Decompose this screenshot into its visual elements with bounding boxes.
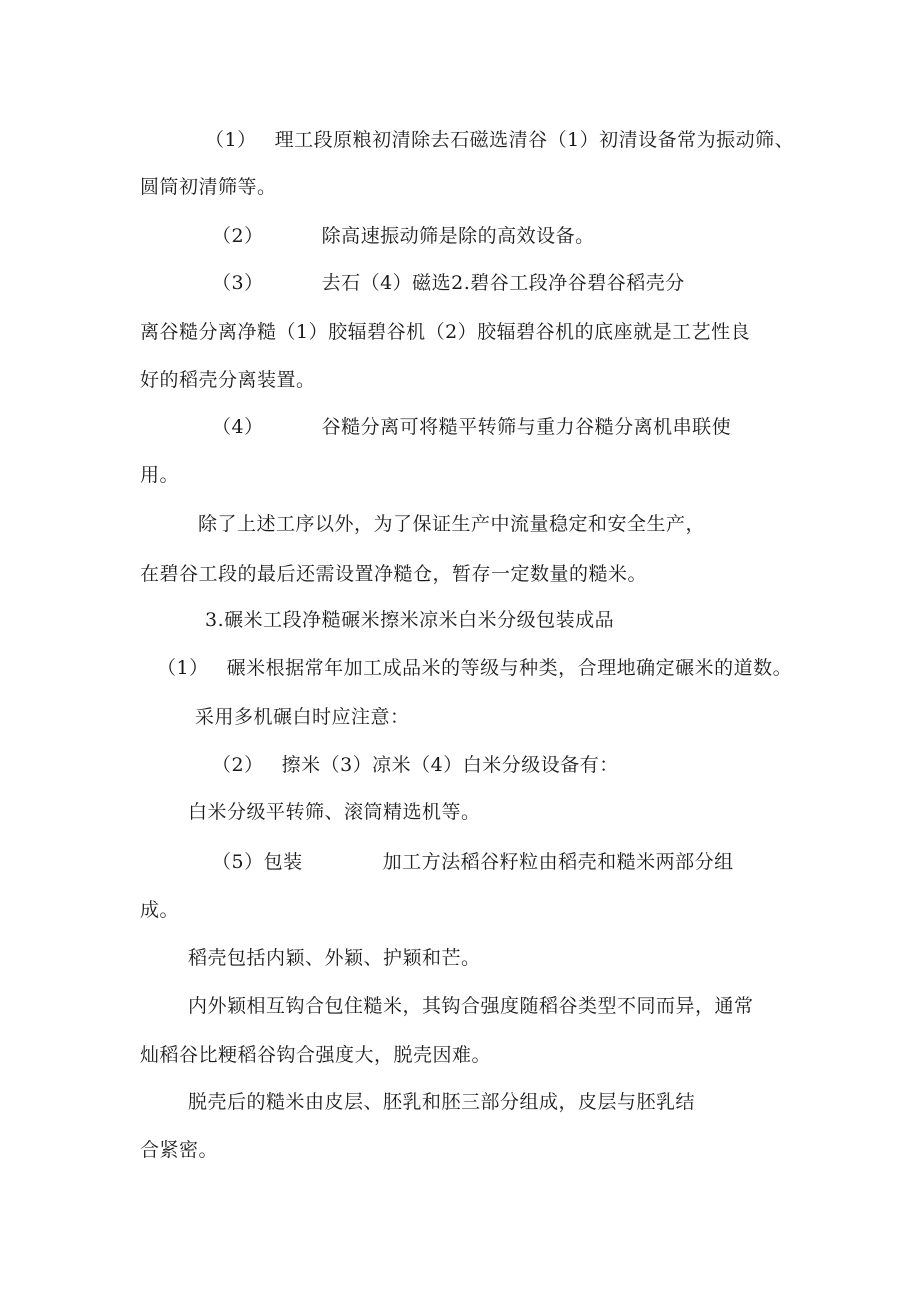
paragraph-4-text-2: 用。 <box>140 464 180 486</box>
paragraph-11-line-1 <box>212 850 734 874</box>
paragraph-14-text-1: 脱壳后的糙米由皮层、胚乳和胚三部分组成，皮层与胚乳结 <box>188 1091 696 1113</box>
paragraph-6-line-1 <box>205 608 614 632</box>
paragraph-11-text-2: 成。 <box>140 899 180 921</box>
paragraph-9-text: 擦米（3）凉米（4）白米分级设备有： <box>281 754 619 776</box>
paragraph-9-number: （2） <box>212 754 264 776</box>
paragraph-13-line-1 <box>188 994 754 1018</box>
paragraph-3-number: （3） <box>212 272 264 294</box>
paragraph-10-line-1 <box>188 800 481 824</box>
paragraph-1-number: （1） <box>205 129 257 151</box>
paragraph-6-text: 3.碾米工段净糙碾米擦米凉米白米分级包装成品 <box>205 609 615 631</box>
paragraph-12-text: 稻壳包括内颖、外颖、护颖和芒。 <box>188 947 481 969</box>
paragraph-4-line-2 <box>140 463 179 487</box>
paragraph-1-text-2: 圆筒初清筛等。 <box>140 176 277 198</box>
paragraph-3-line-2 <box>140 320 750 344</box>
paragraph-14-text-2: 合紧密。 <box>140 1139 219 1161</box>
paragraph-3-text-2: 离谷糙分离净糙（1）胶辐碧谷机（2）胶辐碧谷机的底座就是工艺性良 <box>140 321 751 343</box>
paragraph-3-line-1 <box>212 271 685 295</box>
paragraph-10-text: 白米分级平转筛、滚筒精选机等。 <box>188 801 481 823</box>
paragraph-3-text-1: 去石（4）磁选2.碧谷工段净谷碧谷稻壳分 <box>321 272 685 294</box>
paragraph-3-text-3: 好的稻壳分离装置。 <box>140 369 316 391</box>
paragraph-4-number: （4） <box>212 416 264 438</box>
paragraph-11-number: （5）包装 <box>212 851 303 873</box>
paragraph-1-line-2 <box>140 175 277 199</box>
paragraph-1-text-1: 理工段原粮初清除去石磁选清谷（1）初清设备常为振动筛、 <box>274 129 795 151</box>
paragraph-2-line-1 <box>212 224 595 248</box>
paragraph-7-number: （1） <box>157 657 209 679</box>
paragraph-13-text-2: 灿稻谷比粳稻谷钩合强度大，脱壳因难。 <box>140 1044 492 1066</box>
paragraph-7-line-1 <box>157 656 792 680</box>
paragraph-9-line-1 <box>212 753 619 777</box>
paragraph-1-line-1 <box>205 128 794 152</box>
paragraph-4-text-1: 谷糙分离可将糙平转筛与重力谷糙分离机串联使 <box>321 416 732 438</box>
paragraph-11-line-2 <box>140 898 179 922</box>
paragraph-2-number: （2） <box>212 225 264 247</box>
paragraph-5-text-2: 在碧谷工段的最后还需设置净糙仓，暂存一定数量的糙米。 <box>140 563 648 585</box>
paragraph-13-text-1: 内外颖相互钩合包住糙米，其钩合强度随稻谷类型不同而异，通常 <box>188 995 754 1017</box>
paragraph-2-text: 除高速振动筛是除的高效设备。 <box>321 225 595 247</box>
paragraph-5-line-1 <box>198 512 705 536</box>
paragraph-5-line-2 <box>140 562 647 586</box>
paragraph-8-text: 采用多机碾白时应注意： <box>195 706 410 728</box>
paragraph-14-line-1 <box>188 1090 695 1114</box>
paragraph-3-line-3 <box>140 368 316 392</box>
paragraph-14-line-2 <box>140 1138 218 1162</box>
paragraph-7-text: 碾米根据常年加工成品米的等级与种类，合理地确定碾米的道数。 <box>226 657 793 679</box>
paragraph-13-line-2 <box>140 1043 491 1067</box>
paragraph-4-line-1 <box>212 415 731 439</box>
paragraph-8-line-1 <box>195 705 410 729</box>
paragraph-11-text-1: 加工方法稻谷籽粒由稻壳和糙米两部分组 <box>382 851 734 873</box>
paragraph-5-text-1: 除了上述工序以外，为了保证生产中流量稳定和安全生产， <box>198 513 706 535</box>
paragraph-12-line-1 <box>188 946 481 970</box>
